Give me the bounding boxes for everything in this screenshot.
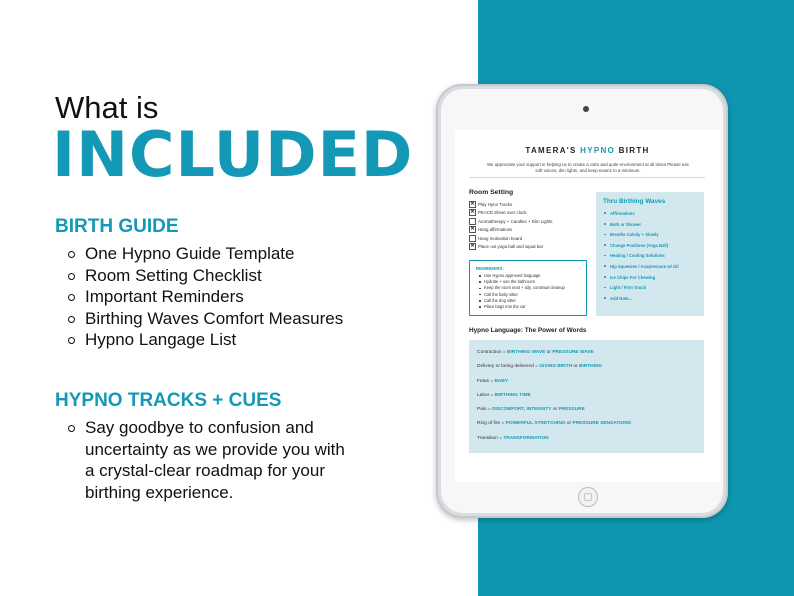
list-item: Heating / Cooling Solutions (604, 252, 679, 263)
heading-included: INCLUDED (52, 118, 414, 191)
list-item: Labor = BIRTHING TIME (477, 392, 531, 398)
birthing-waves-box (596, 192, 704, 316)
heading-what-is: What is (55, 90, 159, 125)
checklist-item: ✕ Hang affirmations (470, 226, 513, 233)
list-item: Room Setting Checklist (68, 265, 343, 287)
checkbox-icon[interactable] (469, 235, 476, 242)
list-item: Birthing Waves Comfort Measures (68, 308, 343, 330)
reminders-title: REMINDERS: (476, 266, 504, 271)
checklist-item: ✕ Play Hyno Tracks (470, 201, 513, 207)
list-item: Change Positions (Yoga Ball) (604, 242, 679, 253)
list-item: Call the dog sitter (479, 298, 565, 304)
list-item: Bath or Shower (604, 221, 679, 232)
title-prefix: TAMERA'S (525, 146, 577, 155)
checklist-item: ✕ Place out yoga ball and squat bar (470, 242, 544, 249)
checkbox-icon[interactable]: ✕ (470, 209, 475, 216)
list-item: Fetus = BABY (477, 378, 509, 384)
reminders-box (469, 260, 587, 316)
list-item: Breathe Calmly + Slowly (604, 231, 679, 242)
checklist-item: ✕ PEACE Sheet over clock (470, 209, 527, 216)
tablet-bezel (441, 89, 723, 513)
hypno-tracks-list (68, 417, 358, 503)
hypno-language-title: Hypno Language: The Power of Words (469, 327, 587, 334)
checkbox-icon[interactable]: ✕ (470, 226, 475, 233)
list-item: Add Note... (604, 295, 679, 306)
list-item: Keep the room neat + tidy, continual cleanup (479, 285, 565, 291)
birthing-waves-list (604, 210, 679, 305)
home-button[interactable] (578, 487, 598, 507)
document-preview (455, 130, 720, 482)
section-title-birth-guide: BIRTH GUIDE (55, 216, 179, 237)
room-setting-title: Room Setting (469, 189, 514, 196)
checkbox-icon[interactable]: ✕ (470, 201, 475, 207)
birthing-waves-title: Thru Birthing Waves (603, 198, 666, 205)
tablet-device (436, 84, 728, 518)
list-item: Delivery or being delivered = GIVING BIRTH or BIRTHING (477, 364, 603, 370)
list-item: Pain = DISCOMFORT, INTENSITY or PRESSURE (477, 407, 585, 413)
birth-guide-list (68, 243, 343, 351)
list-item: Contraction = BIRTHING WAVE or PRESSURE WAVE (477, 350, 594, 355)
list-item: Call the baby sitter (479, 292, 565, 298)
list-item: Place bags into the car (479, 304, 565, 310)
list-item: Use Hypno approved language (479, 273, 565, 279)
hypno-language-box (469, 340, 704, 453)
list-item: One Hypno Guide Template (68, 243, 343, 265)
document-title (455, 146, 720, 155)
document-subtitle: We appreciate your support in helping us to create a calm and quite environment at all times Please use soft voices, dim lights, and keep exams to a minimum. (486, 162, 689, 173)
title-highlight: HYPNO (580, 146, 616, 155)
list-item: Ring of fire = POWERFUL STRETCHING or PRESSURE SENSATIONS (477, 421, 632, 427)
reminders-list (479, 273, 565, 310)
camera-icon (583, 106, 589, 112)
list-item: Ice Chips For Chewing (604, 274, 679, 285)
checklist-item: Hang motivation board (469, 235, 552, 243)
list-item: Say goodbye to confusion and uncertainty as we provide you with a crystal-clear roadmap for your birthing experience. (68, 417, 358, 503)
divider (469, 177, 705, 178)
section-title-hypno-tracks: HYPNO TRACKS + CUES (55, 390, 282, 411)
room-setting-checklist (469, 201, 552, 251)
title-suffix: BIRTH (618, 146, 650, 155)
checklist-item: Aromatherapy + Candles + Dim Lights (469, 218, 552, 226)
list-item: Hip Squeezes / Acupressure w/ Oil (604, 263, 679, 274)
list-item: Transition = TRANSFORMATION (477, 435, 549, 441)
checkbox-icon[interactable] (469, 218, 476, 225)
list-item: Light / Firm Touch (604, 284, 679, 295)
checkbox-icon[interactable]: ✕ (470, 242, 475, 249)
list-item: Hydrate + use the bathroom (479, 279, 565, 285)
list-item: Hypno Langage List (68, 329, 343, 351)
list-item: Important Reminders (68, 286, 343, 308)
hypno-language-list (477, 349, 631, 449)
list-item: Affirmations (604, 210, 679, 221)
